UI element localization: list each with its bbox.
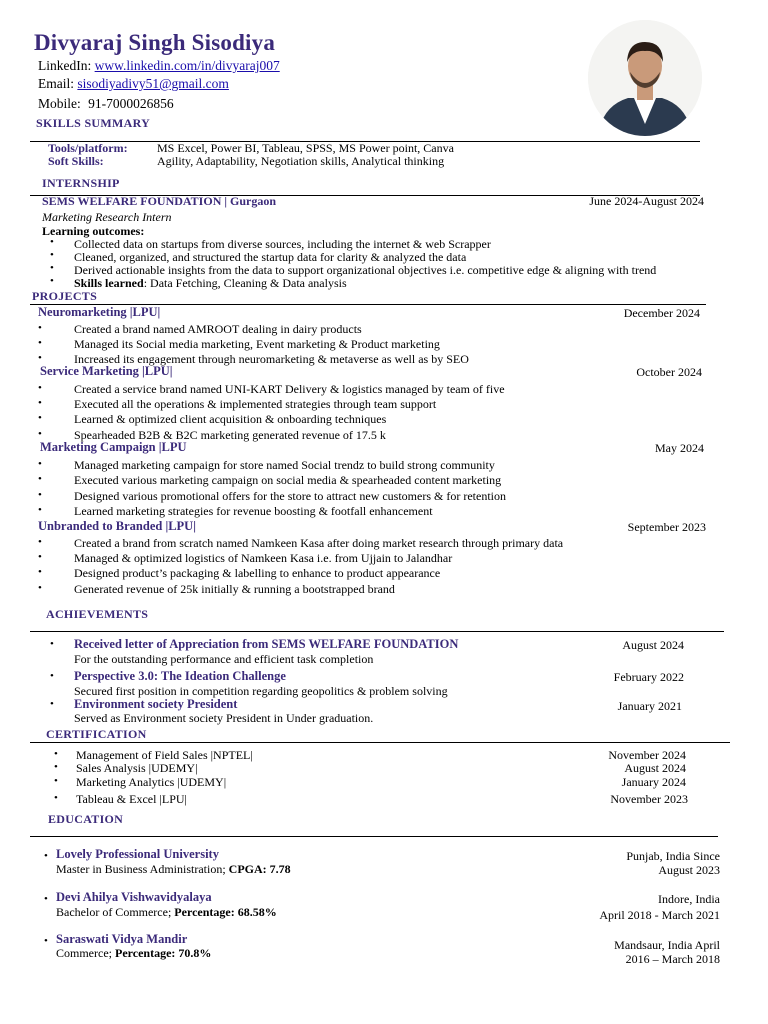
internship-org: SEMS WELFARE FOUNDATION | Gurgaon — [42, 194, 277, 208]
education-degree-row — [56, 862, 291, 877]
project-title: Neuromarketing |LPU| — [38, 305, 161, 319]
achievement-title: Environment society President — [74, 697, 238, 711]
bullet-icon: • — [50, 236, 54, 248]
internship-role: Marketing Research Intern — [42, 210, 172, 224]
education-school: Saraswati Vidya Mandir — [56, 932, 188, 946]
bullet-icon: • — [38, 458, 42, 470]
bullet-icon: • — [44, 893, 48, 905]
project-date: December 2024 — [623, 306, 700, 320]
soft-skills-value: Agility, Adaptability, Negotiation skills, Analytical thinking — [157, 154, 445, 168]
achievement-desc: For the outstanding performance and efficient task completion — [74, 652, 374, 666]
project-bullet: Designed various promotional offers for the store to attract new customers & for retention — [74, 489, 506, 503]
email-row — [38, 76, 229, 92]
education-period: August 2023 — [658, 863, 720, 877]
achievements-divider — [30, 631, 724, 632]
learning-outcomes-label: Learning outcomes: — [42, 224, 145, 238]
bullet-icon: • — [38, 352, 42, 364]
project-date: September 2023 — [627, 520, 706, 534]
linkedin-label: LinkedIn: — [38, 58, 92, 73]
mobile-label: Mobile: — [38, 96, 81, 111]
education-school: Lovely Professional University — [56, 847, 219, 861]
achievement-desc: Secured first position in competition regarding geopolitics & problem solving — [74, 684, 448, 698]
bullet-icon: • — [38, 504, 42, 516]
project-bullet: Learned marketing strategies for revenue boosting & footfall enhancement — [74, 504, 433, 518]
bullet-icon: • — [54, 792, 58, 804]
project-bullet: Learned & optimized client acquisition & onboarding techniques — [74, 412, 387, 426]
bullet-icon: • — [38, 536, 42, 548]
projects-heading: PROJECTS — [32, 289, 98, 303]
project-bullet: Managed & optimized logistics of Namkeen Kasa i.e. from Ujjain to Jalandhar — [74, 551, 453, 565]
education-score: Percentage: 70.8% — [114, 946, 212, 960]
certification-heading: CERTIFICATION — [46, 727, 147, 741]
achievement-desc: Served as Environment society President in Under graduation. — [74, 711, 374, 725]
bullet-icon: • — [38, 322, 42, 334]
certification-name: Tableau & Excel |LPU| — [76, 792, 187, 806]
certification-date: August 2024 — [624, 761, 686, 775]
internship-bullet: Derived actionable insights from the data to support organizational objectives i.e. competitive edge & aligning with trend — [74, 263, 657, 277]
education-score: Percentage: 68.58% — [174, 905, 277, 919]
bullet-icon: • — [38, 489, 42, 501]
internship-bullet: Cleaned, organized, and structured the startup data for clarity & analyzed the data — [74, 250, 467, 264]
education-location: Mandsaur, India April — [614, 938, 720, 952]
achievement-title: Received letter of Appreciation from SEMS WELFARE FOUNDATION — [74, 637, 459, 651]
project-title: Unbranded to Branded |LPU| — [38, 519, 196, 533]
tools-label: Tools/platform: — [48, 141, 128, 155]
education-divider — [30, 836, 718, 837]
bullet-icon: • — [54, 775, 58, 787]
bullet-icon: • — [38, 382, 42, 394]
bullet-icon: • — [54, 748, 58, 760]
skills-learned-value: : Data Fetching, Cleaning & Data analysis — [143, 276, 347, 290]
linkedin-row — [38, 58, 280, 74]
project-date: May 2024 — [655, 441, 704, 455]
bullet-icon: • — [50, 275, 54, 287]
education-degree: Master in Business Administration; — [56, 862, 229, 876]
bullet-icon: • — [38, 566, 42, 578]
project-bullet: Spearheaded B2B & B2C marketing generated revenue of 17.5 k — [74, 428, 386, 442]
bullet-icon: • — [38, 428, 42, 440]
achievement-date: February 2022 — [613, 670, 684, 684]
certification-name: Marketing Analytics |UDEMY| — [76, 775, 227, 789]
bullet-icon: • — [50, 698, 54, 710]
project-bullet: Generated revenue of 25k initially & running a bootstrapped brand — [74, 582, 395, 596]
certification-name: Management of Field Sales |NPTEL| — [76, 748, 253, 762]
bullet-icon: • — [50, 670, 54, 682]
education-period: 2016 – March 2018 — [625, 952, 720, 966]
education-school: Devi Ahilya Vishwavidyalaya — [56, 890, 212, 904]
profile-photo — [588, 20, 702, 136]
certification-divider — [30, 742, 730, 743]
bullet-icon: • — [38, 582, 42, 594]
bullet-icon: • — [38, 412, 42, 424]
skills-heading: SKILLS SUMMARY — [36, 116, 151, 130]
bullet-icon: • — [50, 262, 54, 274]
candidate-name: Divyaraj Singh Sisodiya — [34, 30, 276, 55]
education-heading: EDUCATION — [48, 812, 124, 826]
skills-learned-row — [74, 276, 347, 291]
education-location: Indore, India — [658, 892, 720, 906]
education-location: Punjab, India Since — [626, 849, 720, 863]
project-bullet: Executed various marketing campaign on social media & spearheaded content marketing — [74, 473, 502, 487]
achievement-date: August 2024 — [622, 638, 684, 652]
achievement-title: Perspective 3.0: The Ideation Challenge — [74, 669, 286, 683]
certification-name: Sales Analysis |UDEMY| — [76, 761, 198, 775]
mobile-number: 91-7000026856 — [88, 96, 174, 111]
bullet-icon: • — [50, 249, 54, 261]
project-bullet: Increased its engagement through neuromarketing & metaverse as well as by SEO — [74, 352, 469, 366]
bullet-icon: • — [38, 397, 42, 409]
bullet-icon: • — [50, 638, 54, 650]
certification-date: January 2024 — [621, 775, 686, 789]
internship-bullet: Collected data on startups from diverse sources, including the internet & web Scrapper — [74, 237, 491, 251]
project-bullet: Created a service brand named UNI-KART Delivery & logistics managed by team of five — [74, 382, 505, 396]
linkedin-link[interactable]: www.linkedin.com/in/divyaraj007 — [94, 58, 280, 73]
project-bullet: Managed marketing campaign for store named Social trendz to build strong community — [74, 458, 495, 472]
email-link[interactable]: sisodiyadivy51@gmail.com — [77, 76, 229, 91]
mobile-row — [38, 96, 174, 112]
project-bullet: Managed its Social media marketing, Event marketing & Product marketing — [74, 337, 440, 351]
education-degree-row — [56, 946, 211, 961]
bullet-icon: • — [38, 337, 42, 349]
bullet-icon: • — [44, 850, 48, 862]
education-period: April 2018 - March 2021 — [599, 908, 720, 922]
bullet-icon: • — [44, 935, 48, 947]
education-degree: Bachelor of Commerce; — [56, 905, 175, 919]
project-bullet: Created a brand named AMROOT dealing in dairy products — [74, 322, 362, 336]
internship-heading: INTERNSHIP — [42, 176, 120, 190]
internship-dates: June 2024-August 2024 — [589, 194, 704, 208]
bullet-icon: • — [38, 473, 42, 485]
project-bullet: Executed all the operations & implemented strategies through team support — [74, 397, 437, 411]
education-degree-row — [56, 905, 277, 920]
project-title: Service Marketing |LPU| — [40, 364, 173, 378]
education-score: CPGA: 7.78 — [228, 862, 291, 876]
education-degree: Commerce; — [56, 946, 115, 960]
skills-learned-label: Skills learned — [74, 276, 144, 290]
email-label: Email: — [38, 76, 74, 91]
project-bullet: Designed product’s packaging & labelling to enhance to product appearance — [74, 566, 441, 580]
bullet-icon: • — [54, 761, 58, 773]
certification-date: November 2023 — [610, 792, 688, 806]
tools-value: MS Excel, Power BI, Tableau, SPSS, MS Power point, Canva — [157, 141, 454, 155]
soft-skills-label: Soft Skills: — [48, 154, 104, 168]
certification-date: November 2024 — [608, 748, 686, 762]
project-title: Marketing Campaign |LPU — [40, 440, 187, 454]
achievement-date: January 2021 — [617, 699, 682, 713]
project-date: October 2024 — [636, 365, 702, 379]
project-bullet: Created a brand from scratch named Namkeen Kasa after doing market research through primary data — [74, 536, 564, 550]
achievements-heading: ACHIEVEMENTS — [46, 607, 149, 621]
bullet-icon: • — [38, 551, 42, 563]
